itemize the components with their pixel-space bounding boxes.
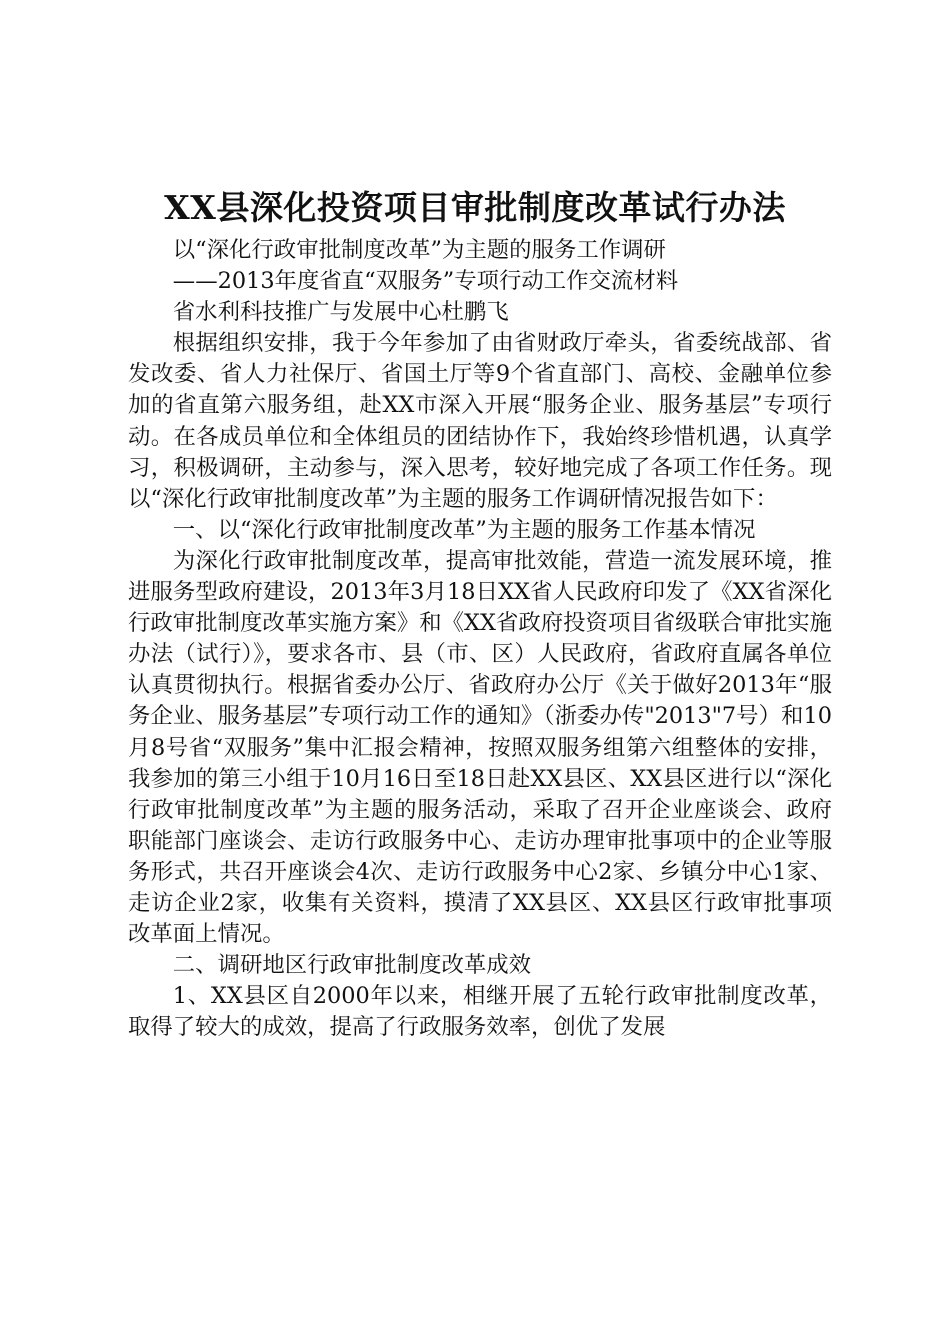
author-line: 省水利科技推广与发展中心杜鹏飞 bbox=[172, 299, 509, 326]
document-title: XX县深化投资项目审批制度改革试行办法 bbox=[164, 188, 786, 227]
section-heading: 二、调研地区行政审批制度改革成效 bbox=[172, 952, 532, 979]
section-heading: 一、以“深化行政审批制度改革”为主题的服务工作基本情况 bbox=[172, 516, 756, 543]
paragraph: 根据组织安排，我于今年参加了由省财政厅牵头，省委统战部、省发改委、省人力社保厅、省国土厅等9个省直部门、高校、金融单位参加的省直第六服务组，赴XX市深入开展“服务企业、服务基层”专项行动。在各成员单位和全体组员的团结协作下，我始终珍惜机遇，认真学习，积极调研，主动参与，深入思考，较好地完成了各项工作任务。现以“深化行政审批制度改革”为主题的服务工作调研情况报告如下： bbox=[128, 330, 832, 512]
paragraph: 1、XX县区自2000年以来，相继开展了五轮行政审批制度改革，取得了较大的成效，提高了行政服务效率，创优了发展 bbox=[128, 983, 832, 1041]
paragraph: 为深化行政审批制度改革，提高审批效能，营造一流发展环境，推进服务型政府建设，2013年3月18日XX省人民政府印发了《XX省深化行政审批制度改革实施方案》和《XX省政府投资项目省级联合审批实施办法（试行）》，要求各市、县（市、区）人民政府，省政府直属各单位认真贯彻执行。根据省委办公厅、省政府办公厅《关于做好2013年“服务企业、服务基层”专项行动工作的通知》（浙委办传"2013"7号）和10月8号省“双服务”集中汇报会精神，按照双服务组第六组整体的安排，我参加的第三小组于10月16日至18日赴XX县区、XX县区进行以“深化行政审批制度改革”为主题的服务活动，采取了召开企业座谈会、政府职能部门座谈会、走访行政服务中心、走访办理审批事项中的企业等服务形式，共召开座谈会4次、走访行政服务中心2家、乡镇分中心1家、走访企业2家，收集有关资料，摸清了XX县区、XX县区行政审批事项改革面上情况。 bbox=[128, 547, 832, 948]
document-body bbox=[128, 235, 832, 1043]
subtitle-line: 以“深化行政审批制度改革”为主题的服务工作调研 bbox=[172, 237, 666, 263]
dash-subtitle-line: ——2013年度省直“双服务”专项行动工作交流材料 bbox=[172, 268, 679, 295]
